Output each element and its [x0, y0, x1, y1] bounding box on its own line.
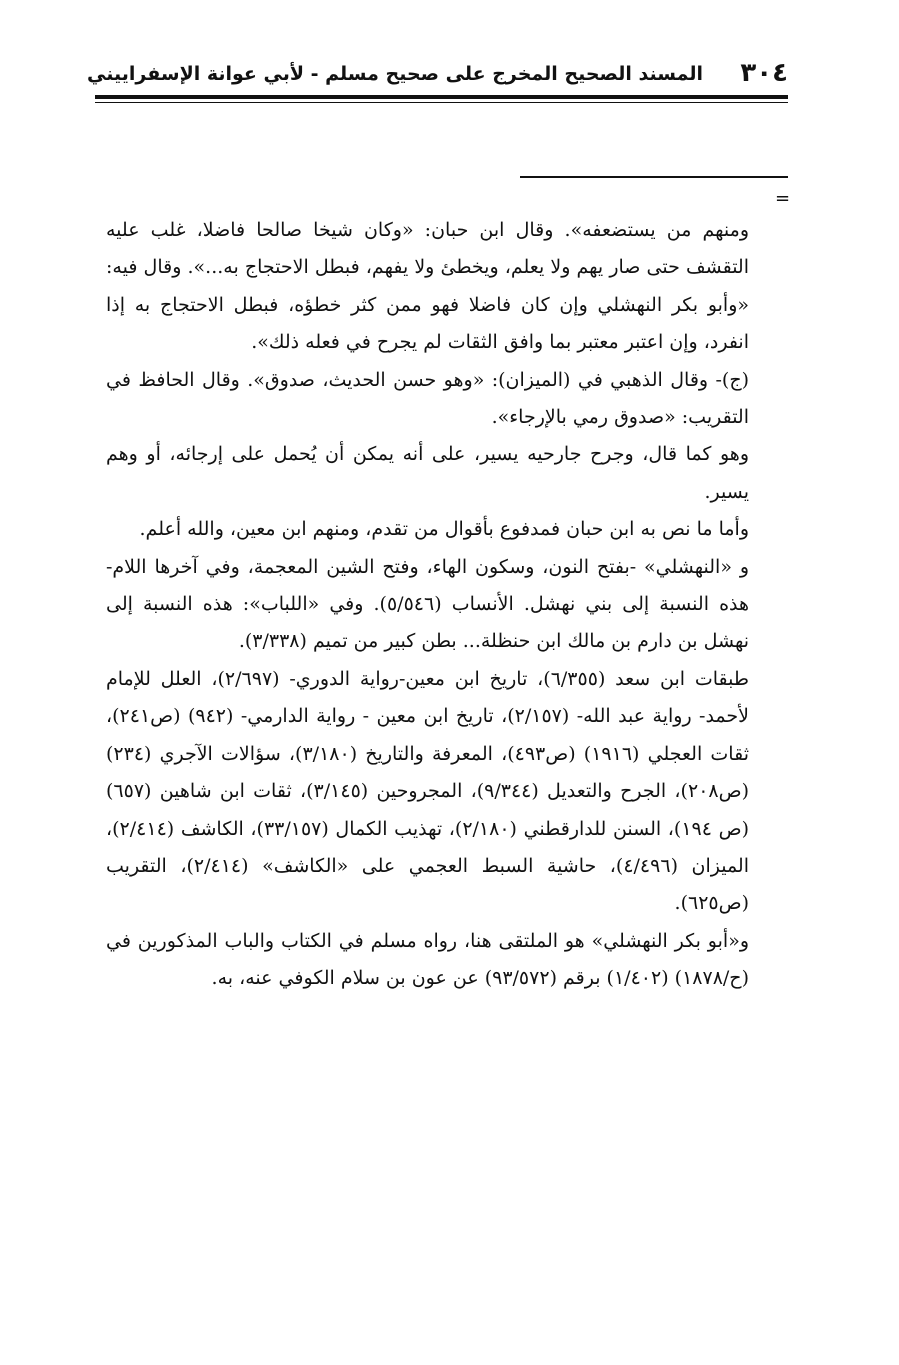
running-title: المسند الصحيح المخرج على صحيح مسلم - لأبي عوانة الإسفراييني — [87, 63, 703, 85]
page-header — [87, 58, 788, 94]
footnote-separator — [520, 176, 788, 178]
paragraph-assessment: وهو كما قال، وجرح جارحيه يسير، على أنه يمكن أن يُحمل على إرجائه، أو وهم يسير. — [106, 443, 749, 503]
footnote-body — [106, 212, 749, 998]
paragraph-rebuttal: وأما ما نص به ابن حبان فمدفوع بأقوال من تقدم، ومنهم ابن معين، والله أعلم. — [139, 518, 749, 541]
paragraph-sources: طبقات ابن سعد (٦/٣٥٥)، تاريخ ابن معين-رواية الدوري- (٢/٦٩٧)، العلل للإمام لأحمد- رواية عبد الله- (٢/١٥٧)، تاريخ ابن معين - رواية الدارمي- (٩٤٢) (ص٢٤١)، ثقات العجلي (١٩١٦) (ص٤٩٣)، المعرفة والتاريخ (٣/١٨٠)، سؤالات الآجري (٢٣٤) (ص٢٠٨)، الجرح والتعديل (٩/٣٤٤)، المجروحين (٣/١٤٥)، ثقات ابن شاهين (٦٥٧) (ص ١٩٤)، السنن للدارقطني (٢/١٨٠)، تهذيب الكمال (٣٣/١٥٧)، الكاشف (٢/٤١٤)، الميزان (٤/٤٩٦)، حاشية السبط العجمي على «الكاشف» (٢/٤١٤)، التقريب (ص٦٢٥). — [106, 667, 749, 915]
paragraph-nisba: و «النهشلي» -بفتح النون، وسكون الهاء، وفتح الشين المعجمة، وفي آخرها اللام- هذه النسبة إلى بني نهشل. الأنساب (٥/٥٤٦). وفي «اللباب»: هذه النسبة إلى نهشل بن دارم بن مالك ابن حنظلة... بطن كبير من تميم (٣/٣٣٨). — [106, 555, 750, 653]
paragraph-muslim-reference: و«أبو بكر النهشلي» هو الملتقى هنا، رواه مسلم في الكتاب والباب المذكورين في (ح/١٨٧٨) (١/٤٠٢) برقم (٩٣/٥٧٢) عن عون بن سلام الكوفي عنه، به. — [106, 929, 749, 990]
paragraph-ibn-hibban: ومنهم من يستضعفه». وقال ابن حبان: «وكان شيخا صالحا فاضلا، غلب عليه التقشف حتى صار يهم ولا يعلم، ويخطئ ولا يفهم، فبطل الاحتجاج به...». وقال فيه: «وأبو بكر النهشلي وإن كان فاضلا فهو ممن كثر خطؤه، فبطل الاحتجاج به إذا انفرد، وإن اعتبر معتبر بما وافق الثقات لم يجرح في فعله ذلك». — [106, 219, 749, 354]
page-number: ٣٠٤ — [740, 58, 788, 88]
header-rule-thin — [95, 102, 788, 103]
continuation-mark: = — [775, 188, 791, 209]
paragraph-dhahabi: (ج)- وقال الذهبي في (الميزان): «وهو حسن الحديث، صدوق». وقال الحافظ في التقريب: «صدوق رمي بالإرجاء». — [106, 368, 749, 429]
header-rule-thick — [95, 95, 788, 99]
